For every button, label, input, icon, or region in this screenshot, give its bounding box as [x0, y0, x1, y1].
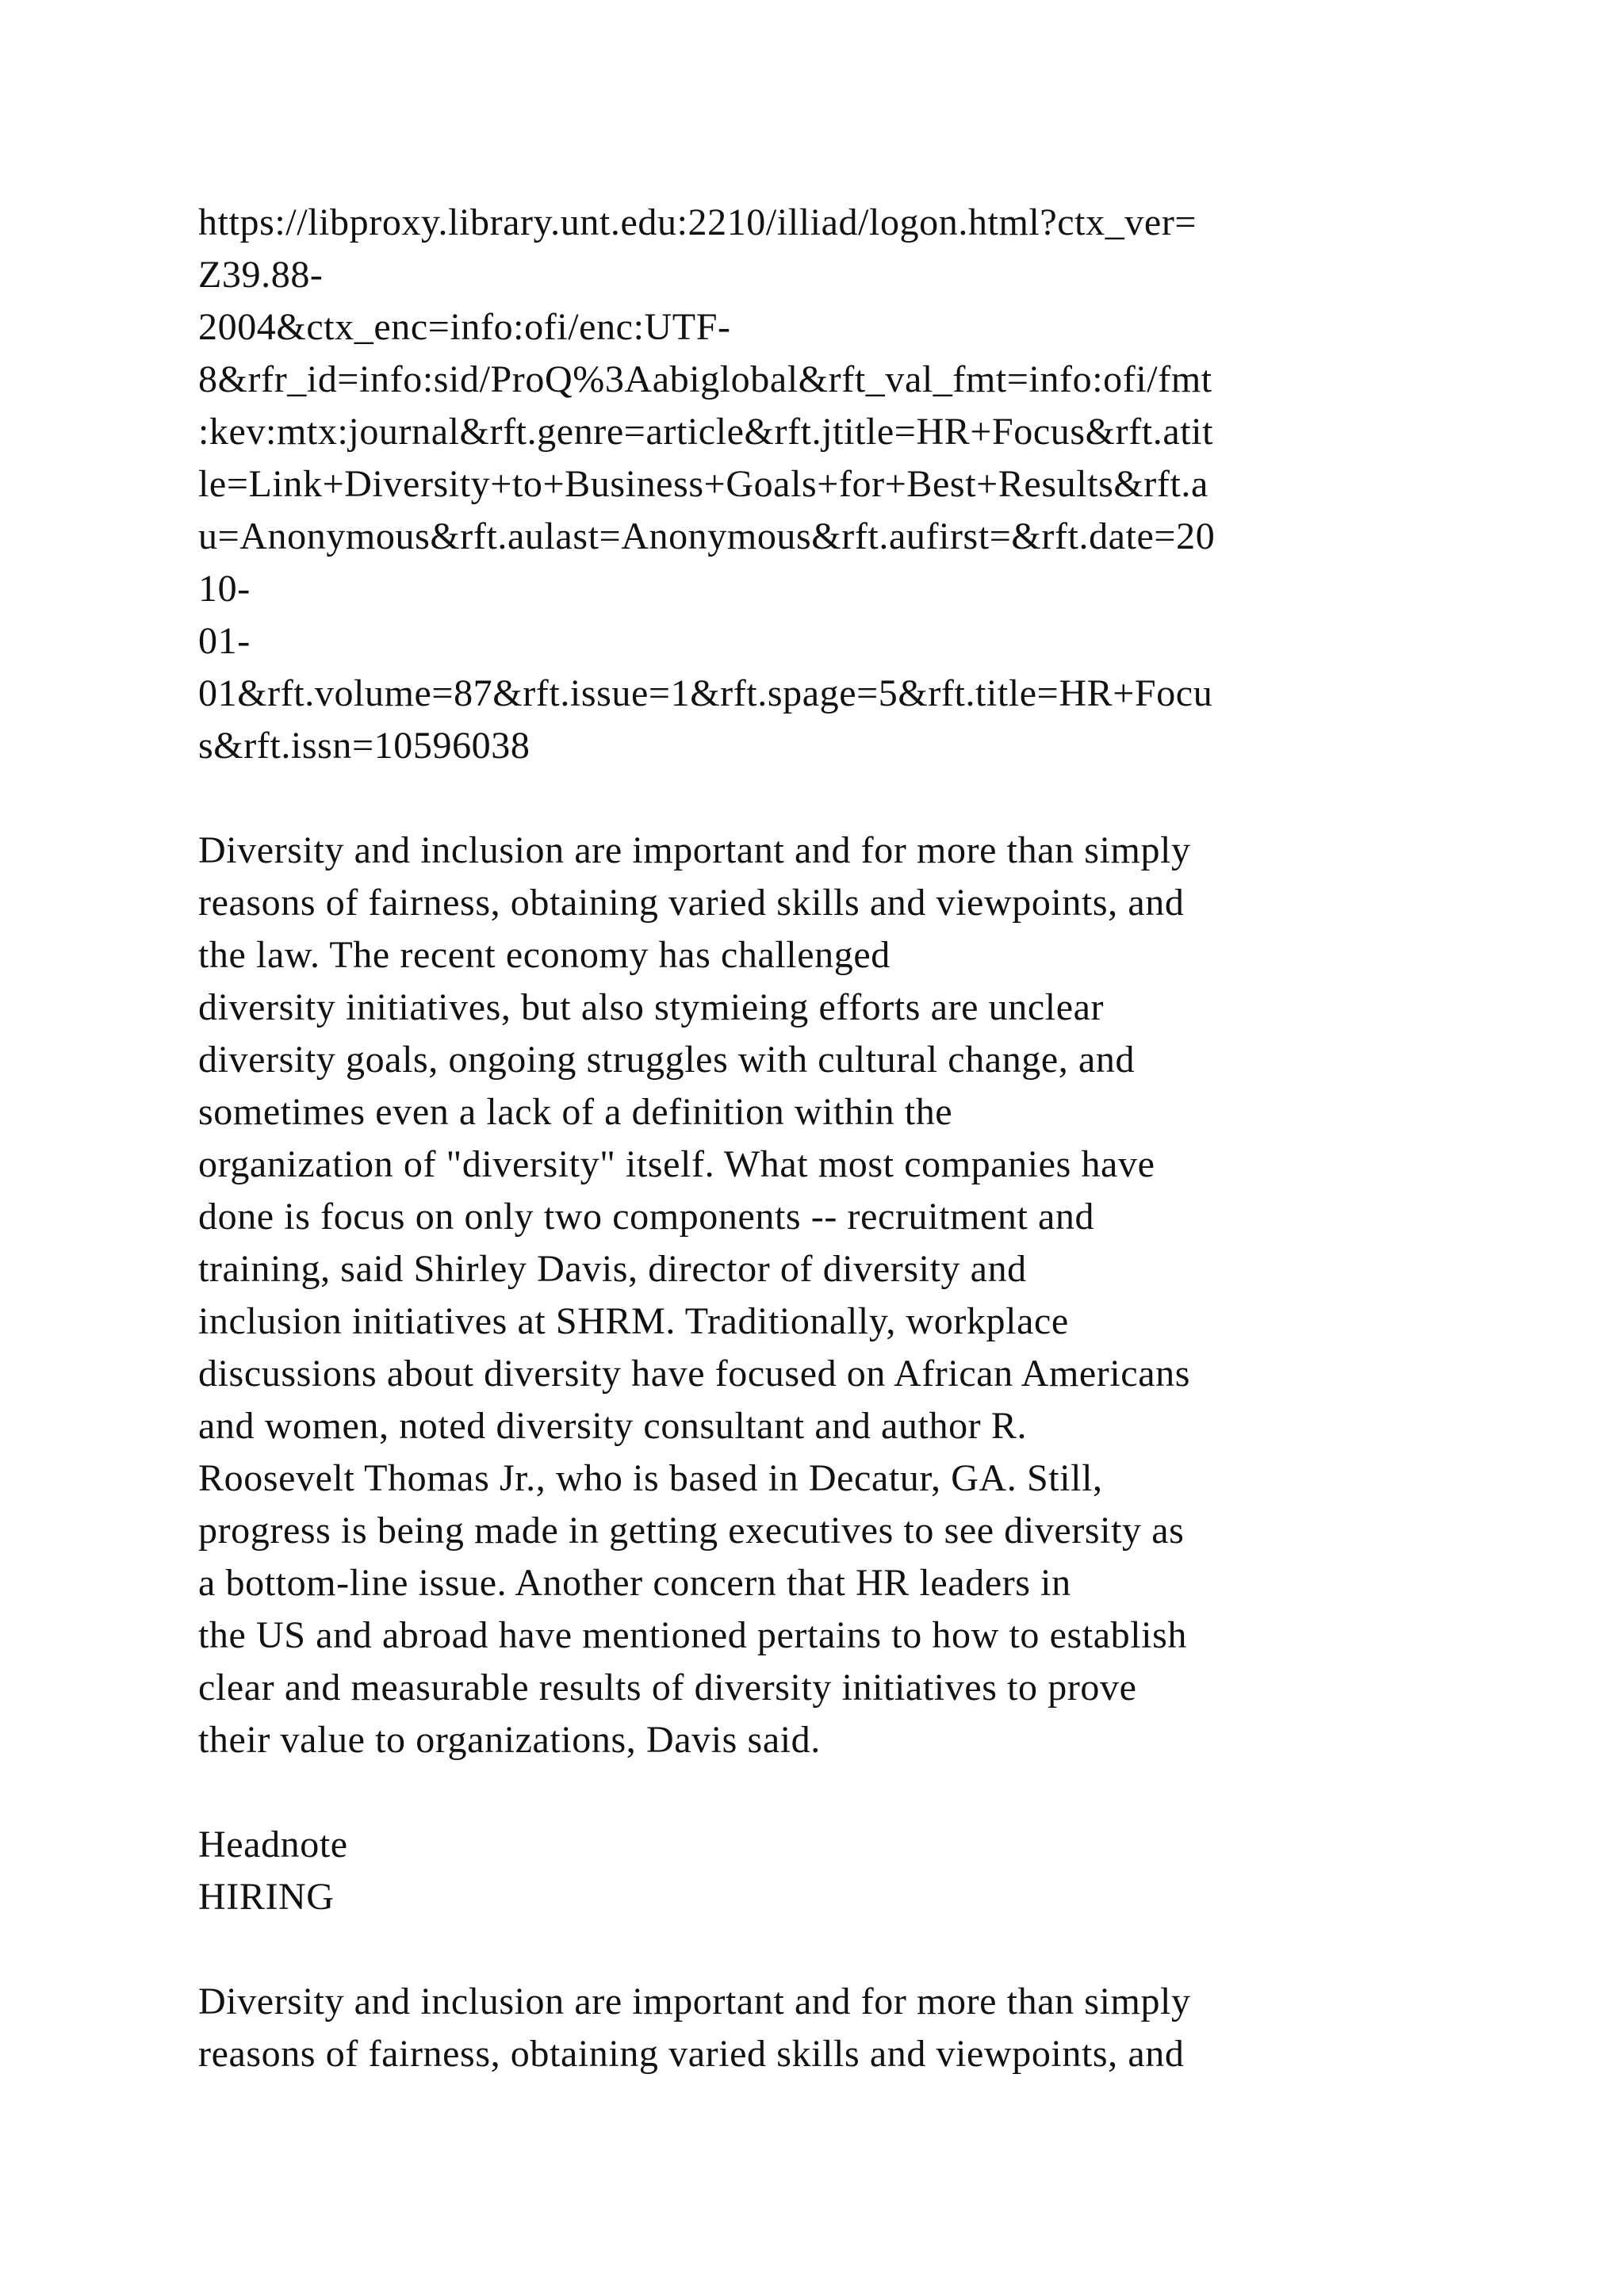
paragraph-gap	[198, 1766, 1435, 1819]
url-line: u=Anonymous&rft.aulast=Anonymous&rft.aufirst=&rft.date=20	[198, 515, 1216, 557]
url-line: 2004&ctx_enc=info:ofi/enc:UTF-	[198, 306, 731, 348]
abstract-line: discussions about diversity have focused on African Americans	[198, 1353, 1190, 1395]
abstract-line: inclusion initiatives at SHRM. Traditionally, workplace	[198, 1300, 1069, 1342]
abstract-line: a bottom-line issue. Another concern that HR leaders in	[198, 1562, 1071, 1604]
url-line: 01&rft.volume=87&rft.issue=1&rft.spage=5&rft.title=HR+Focu	[198, 672, 1213, 714]
url-line: https://libproxy.library.unt.edu:2210/illiad/logon.html?ctx_ver=	[198, 201, 1197, 243]
abstract-line: clear and measurable results of diversity initiatives to prove	[198, 1667, 1137, 1709]
url-line: Z39.88-	[198, 254, 324, 296]
abstract-line: reasons of fairness, obtaining varied skills and viewpoints, and	[198, 882, 1185, 924]
headnote-block	[198, 1819, 1435, 1923]
url-line: s&rft.issn=10596038	[198, 725, 530, 767]
abstract-line: organization of "diversity" itself. What most companies have	[198, 1143, 1155, 1185]
abstract-line: diversity goals, ongoing struggles with cultural change, and	[198, 1039, 1136, 1081]
headnote-label: Headnote	[198, 1823, 348, 1866]
abstract-line: Diversity and inclusion are important and for more than simply	[198, 829, 1191, 871]
abstract-line: Roosevelt Thomas Jr., who is based in Decatur, GA. Still,	[198, 1457, 1103, 1499]
url-line: le=Link+Diversity+to+Business+Goals+for+Best+Results&rft.a	[198, 463, 1208, 505]
abstract-line: and women, noted diversity consultant and author R.	[198, 1405, 1028, 1447]
url-line: 8&rfr_id=info:sid/ProQ%3Aabiglobal&rft_val_fmt=info:ofi/fmt	[198, 358, 1212, 400]
abstract-line: done is focus on only two components -- recruitment and	[198, 1196, 1095, 1238]
abstract-line: training, said Shirley Davis, director of diversity and	[198, 1248, 1027, 1290]
openurl-link-block	[198, 197, 1435, 772]
abstract-line: sometimes even a lack of a definition within the	[198, 1091, 953, 1133]
body-line: Diversity and inclusion are important and for more than simply	[198, 1980, 1191, 2022]
url-line: 01-	[198, 620, 251, 662]
url-line: 10-	[198, 568, 251, 610]
document-content	[198, 197, 1435, 2080]
abstract-paragraph	[198, 825, 1435, 1766]
paragraph-gap	[198, 772, 1435, 825]
abstract-line: progress is being made in getting executives to see diversity as	[198, 1510, 1185, 1552]
abstract-line: their value to organizations, Davis said.	[198, 1719, 821, 1761]
abstract-line: the US and abroad have mentioned pertains to how to establish	[198, 1614, 1187, 1656]
url-line: :kev:mtx:journal&rft.genre=article&rft.jtitle=HR+Focus&rft.atit	[198, 411, 1214, 453]
paragraph-gap	[198, 1923, 1435, 1976]
body-line: reasons of fairness, obtaining varied skills and viewpoints, and	[198, 2033, 1185, 2075]
headnote-value: HIRING	[198, 1876, 335, 1918]
abstract-line: the law. The recent economy has challenged	[198, 934, 891, 976]
abstract-line: diversity initiatives, but also stymieing efforts are unclear	[198, 986, 1105, 1028]
body-paragraph	[198, 1976, 1435, 2080]
